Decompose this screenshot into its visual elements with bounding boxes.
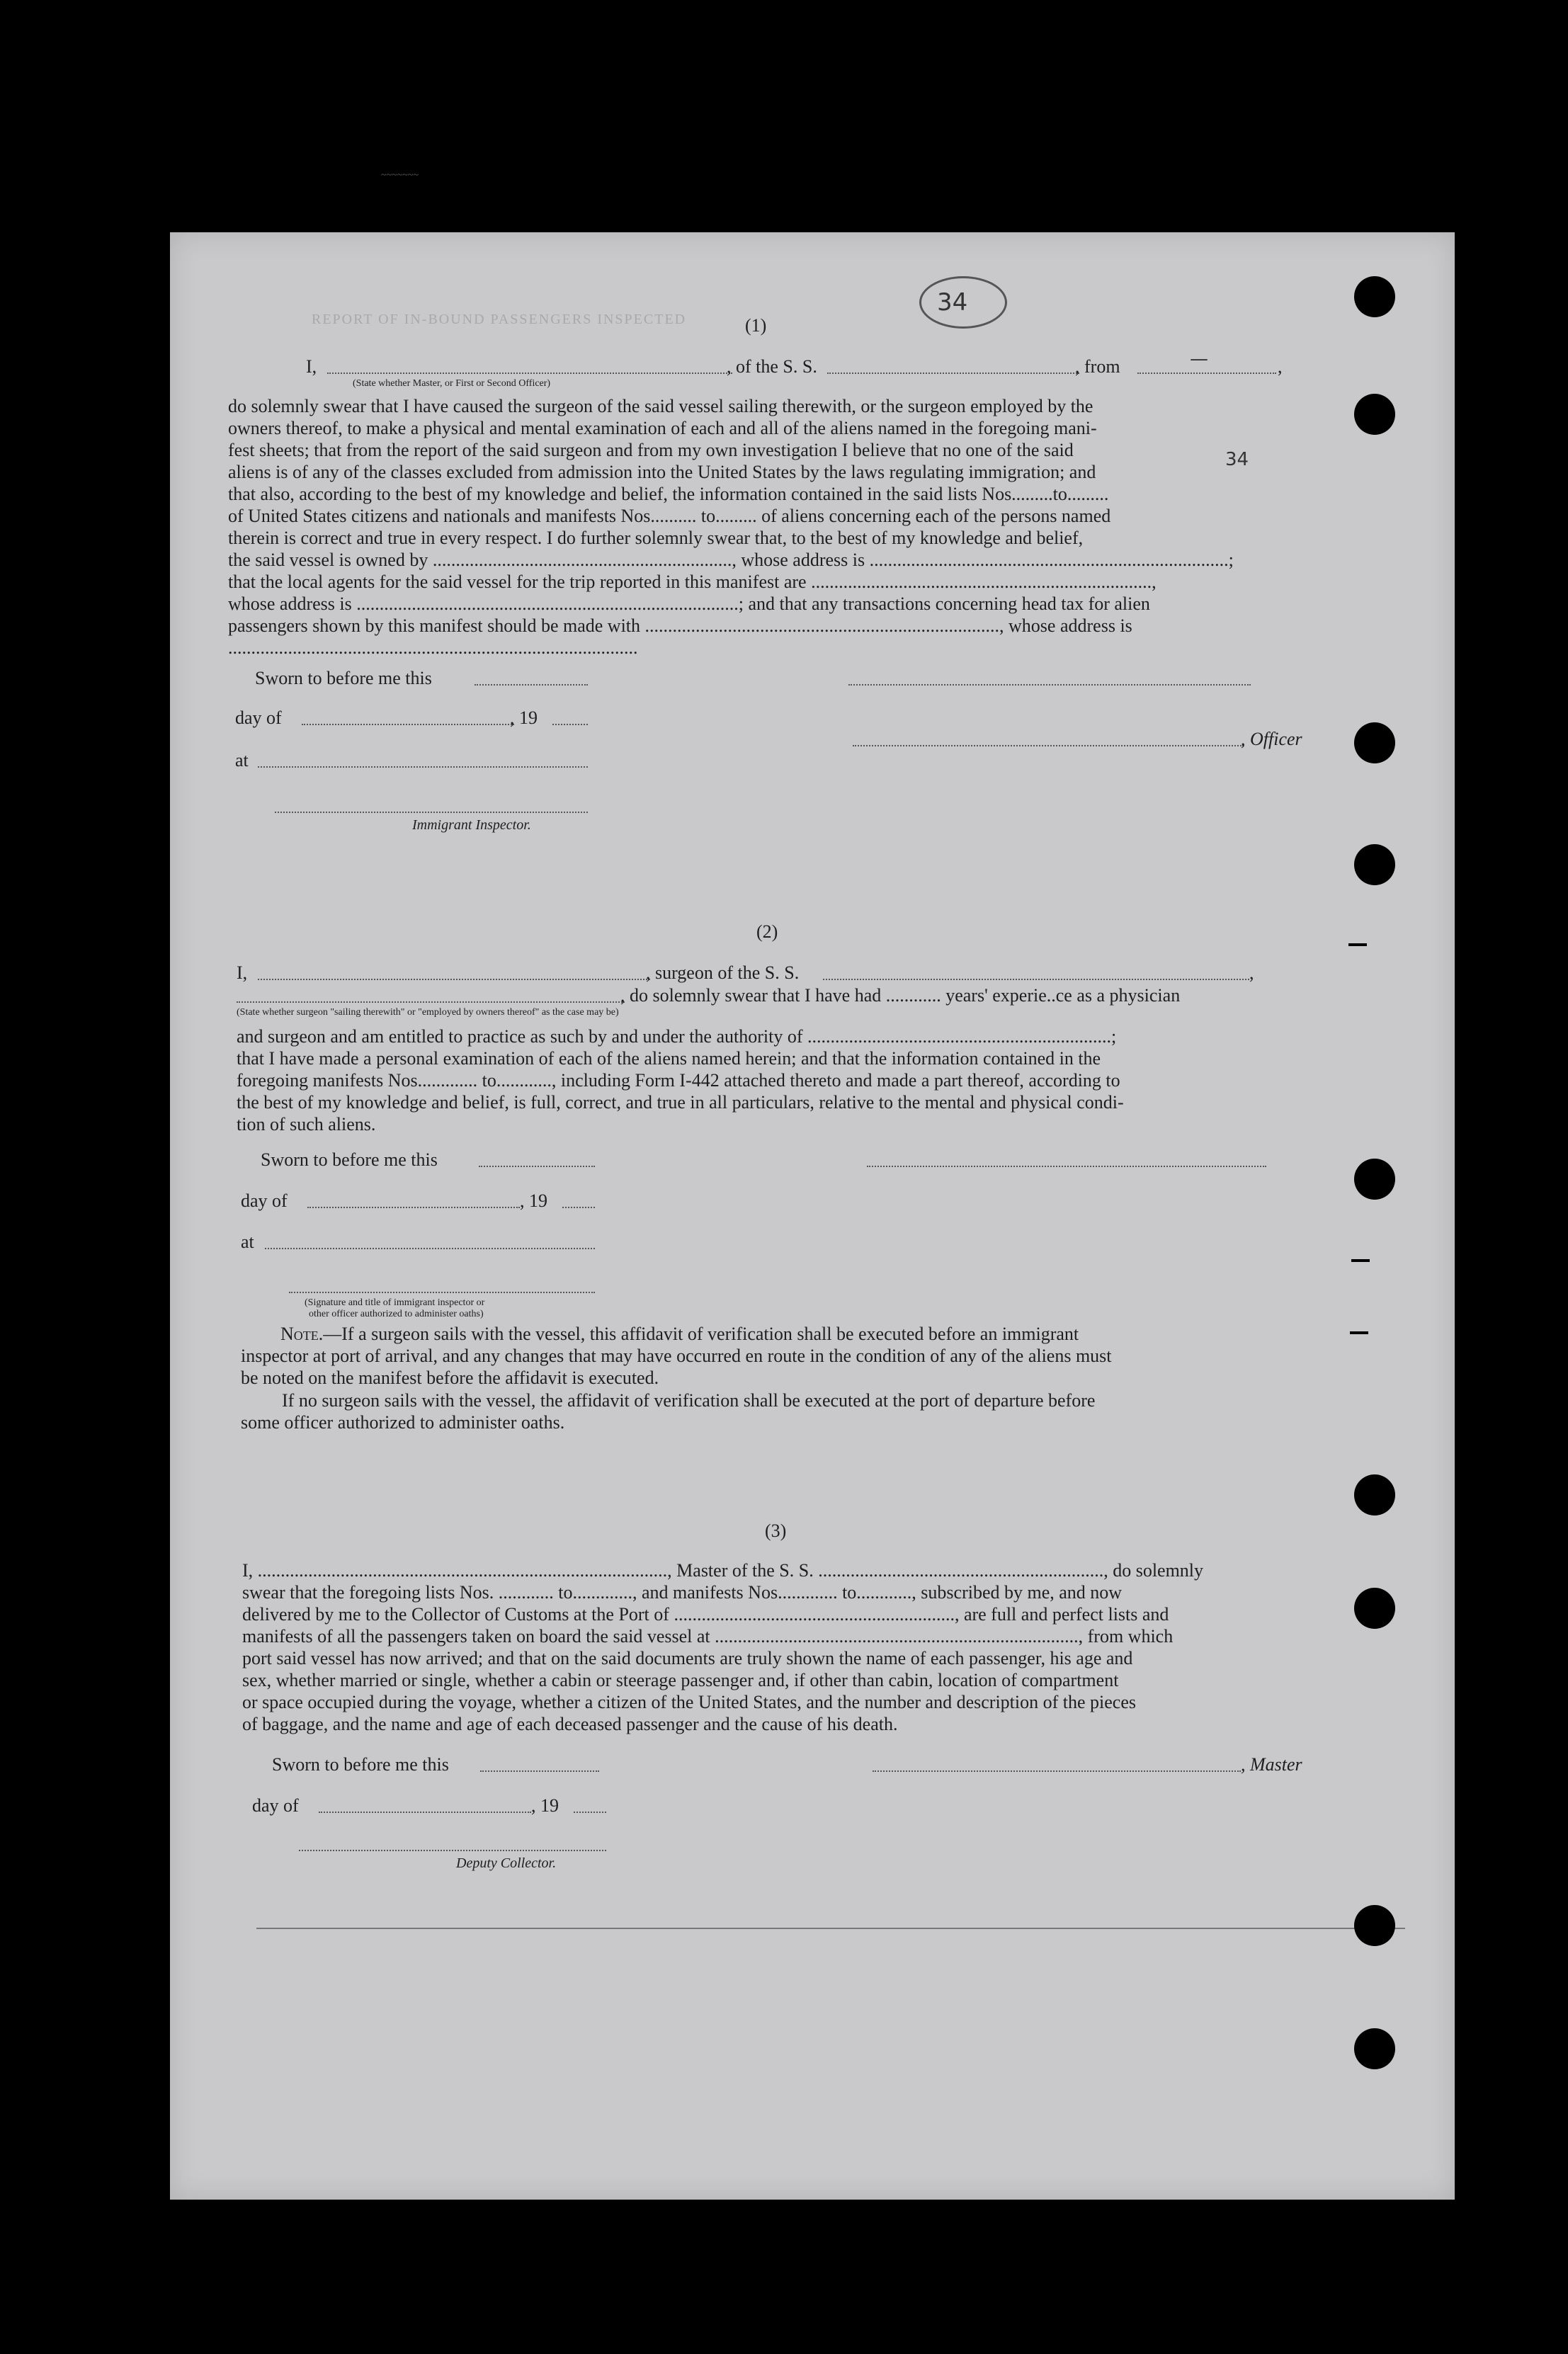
from-label: , from — [1075, 356, 1120, 377]
section-1-caption: (State whether Master, or First or Second Officer) — [353, 378, 551, 389]
bleed-through-text: REPORT OF IN-BOUND PASSENGERS INSPECTED — [312, 312, 687, 327]
note-first-line — [280, 1323, 1079, 1345]
edge-tick — [1348, 943, 1367, 946]
s1-line: do solemnly swear that I have caused the surgeon of the said vessel sailing therewith, or the surgeon employed by the — [228, 396, 1093, 416]
s2-line: foregoing manifests Nos............. to............, including Form I-442 attached thereto and made a part thereof, according to — [237, 1070, 1120, 1091]
s2-line: the best of my knowledge and belief, is full, correct, and true in all particulars, relative to the mental and physical condi- — [237, 1092, 1124, 1113]
officer-title-line — [853, 745, 1244, 746]
s1-year-line — [552, 724, 588, 725]
s3-day-line — [319, 1812, 531, 1813]
s3-line: or space occupied during the voyage, whether a citizen of the United States, and the number and description of the pieces — [242, 1692, 1137, 1712]
s2-sworn: Sworn to before me this — [261, 1149, 438, 1170]
binder-hole — [1354, 844, 1395, 885]
binder-hole — [1354, 1905, 1395, 1946]
s3-line: sex, whether married or single, whether a cabin or steerage passenger and, if other than cabin, location of compartment — [242, 1670, 1119, 1690]
s1-at-line — [258, 766, 588, 768]
s1-line: whose address is ...................................................................................; and that any transactions concerning head tax for alien — [228, 593, 1150, 614]
stamp-number: 34 — [937, 288, 968, 317]
s3-line: swear that the foregoing lists Nos. ............ to............., and manifests Nos............. to............, subscribed by me, and now — [242, 1582, 1123, 1603]
s2-sig-caption-1: (Signature and title of immigrant inspector or — [305, 1297, 485, 1308]
inspector-signature-line — [275, 812, 588, 813]
s2-at: at — [241, 1232, 254, 1252]
collector-label: Deputy Collector. — [456, 1855, 557, 1871]
surgeon-vessel-line — [823, 979, 1249, 980]
s2-at-line — [265, 1248, 595, 1249]
vessel-name-line — [827, 373, 1079, 374]
top-corner-mark: ~~~~~~~ — [381, 170, 419, 181]
s2-year-line — [562, 1207, 595, 1208]
s2-line: tion of such aliens. — [237, 1114, 376, 1135]
s2-sig-caption-2: other officer authorized to administer oaths) — [309, 1309, 484, 1319]
page-number-stamp — [919, 276, 1007, 329]
s2-day-line — [307, 1207, 520, 1208]
handwritten-nos-mark: 34 — [1225, 449, 1249, 470]
section-2-number: (2) — [756, 921, 778, 942]
s1-line: of United States citizens and nationals and manifests Nos.......... to......... of aliens concerning each of the persons named — [228, 506, 1111, 526]
section-2-i: I, — [237, 962, 248, 983]
s2-day-of: day of — [241, 1190, 288, 1211]
edge-tick — [1351, 1259, 1370, 1262]
s1-line: passengers shown by this manifest should be made with ............................................................................., whose address is — [228, 615, 1132, 636]
s3-year: , 19 — [531, 1795, 559, 1816]
s2-year: , 19 — [520, 1190, 547, 1211]
section-3-number: (3) — [765, 1520, 787, 1541]
section-2-body — [237, 1025, 1476, 1135]
section-2-line2: , do solemnly swear that I have had ............ years' experie..ce as a physician — [620, 985, 1181, 1006]
handwritten-from-mark: — — [1190, 348, 1208, 370]
from-port-line — [1137, 373, 1276, 374]
s1-day-of: day of — [235, 707, 282, 728]
s1-year: , 19 — [510, 707, 538, 728]
vessel-label: , of the S. S. — [727, 356, 817, 377]
s3-line: manifests of all the passengers taken on board the said vessel at ..............................................................................., from which — [242, 1626, 1174, 1647]
officer-name-line — [327, 373, 732, 374]
section-1-number: (1) — [745, 315, 767, 336]
surgeon-signature-line — [867, 1166, 1266, 1167]
surgeon-label: , surgeon of the S. S. — [646, 962, 800, 983]
s1-line: the said vessel is owned by ................................................................., whose address is ..............................................................................; — [228, 550, 1234, 570]
s1-sworn-line — [475, 684, 588, 686]
s1-line: that the local agents for the said vessel for the trip reported in this manifest are .........................................................................., — [228, 572, 1157, 592]
section-1-body — [228, 395, 1473, 659]
binder-hole — [1354, 2028, 1395, 2069]
s1-line: therein is correct and true in every respect. I do further solemnly swear that, to the best of my knowledge and belief, — [228, 528, 1084, 548]
comma: , — [1249, 962, 1254, 983]
s1-sworn: Sworn to before me this — [255, 668, 432, 688]
inspector-label: Immigrant Inspector. — [412, 817, 531, 833]
master-label: , Master — [1241, 1754, 1302, 1775]
officer-label: , Officer — [1241, 729, 1302, 749]
binder-hole — [1354, 722, 1395, 763]
section-2-caption: (State whether surgeon "sailing therewith" or "employed by owners thereof" as the case may be) — [237, 1007, 619, 1018]
s2-officer-signature-line — [289, 1292, 595, 1293]
note2-line-2: some officer authorized to administer oaths. — [241, 1412, 565, 1433]
note2-line-1: If no surgeon sails with the vessel, the affidavit of verification shall be executed at the port of departure before — [282, 1390, 1096, 1411]
s1-day-line — [302, 724, 514, 725]
section-3-body — [242, 1559, 1484, 1735]
s3-sworn: Sworn to before me this — [272, 1754, 449, 1775]
s2-sworn-line — [479, 1166, 595, 1167]
s3-day-of: day of — [252, 1795, 299, 1816]
edge-tick — [1350, 1331, 1368, 1334]
surgeon-name-line — [258, 979, 650, 980]
s1-line: that also, according to the best of my knowledge and belief, the information contained in the said lists Nos.........to......... — [228, 484, 1109, 504]
s3-year-line — [574, 1812, 606, 1813]
binder-hole — [1354, 394, 1395, 435]
note-label: Note. — [280, 1324, 324, 1344]
s2-line: and surgeon and am entitled to practice as such by and under the authority of ..................................................................; — [237, 1026, 1117, 1047]
s1-line: fest sheets; that from the report of the said surgeon and from my own investigation I believe that no one of the said — [228, 440, 1074, 460]
s2-line: that I have made a personal examination of each of the aliens named herein; and that the information contained in the — [237, 1048, 1101, 1069]
s1-line: aliens is of any of the classes excluded from admission into the United States by the laws regulating immigration; and — [228, 462, 1096, 482]
binder-hole — [1354, 1588, 1395, 1629]
note-body — [241, 1345, 1476, 1389]
comma: , — [1278, 356, 1283, 377]
binder-hole — [1354, 1474, 1395, 1516]
note-line: be noted on the manifest before the affidavit is executed. — [241, 1368, 659, 1388]
s1-line: owners thereof, to make a physical and mental examination of each and all of the aliens named in the foregoing mani- — [228, 418, 1097, 438]
bottom-rule — [256, 1928, 1405, 1929]
collector-signature-line — [299, 1850, 606, 1851]
binder-hole — [1354, 276, 1395, 317]
s1-at: at — [235, 750, 249, 771]
s3-sworn-line — [480, 1770, 599, 1772]
s1-line: ......................................................................................... — [228, 637, 638, 658]
s3-line: of baggage, and the name and age of each deceased passenger and the cause of his death. — [242, 1714, 898, 1734]
manifest-back-page — [170, 232, 1455, 2200]
master-signature-line — [873, 1770, 1241, 1772]
s3-line: port said vessel has now arrived; and that on the said documents are truly shown the name of each passenger, his age and — [242, 1648, 1133, 1668]
s3-line: delivered by me to the Collector of Customs at the Port of ............................................................., are full and perfect lists and — [242, 1604, 1169, 1625]
s3-line: I, ........................................................................................., Master of the S. S. .............................................................., do solemnly — [242, 1560, 1204, 1581]
surgeon-status-line — [237, 1001, 625, 1003]
section-1-i: I, — [306, 356, 317, 377]
officer-signature-line — [848, 684, 1251, 686]
note-text: —If a surgeon sails with the vessel, this affidavit of verification shall be executed before an immigrant — [323, 1324, 1079, 1344]
binder-hole — [1354, 1159, 1395, 1200]
note-line: inspector at port of arrival, and any changes that may have occurred en route in the condition of any of the aliens must — [241, 1346, 1112, 1366]
